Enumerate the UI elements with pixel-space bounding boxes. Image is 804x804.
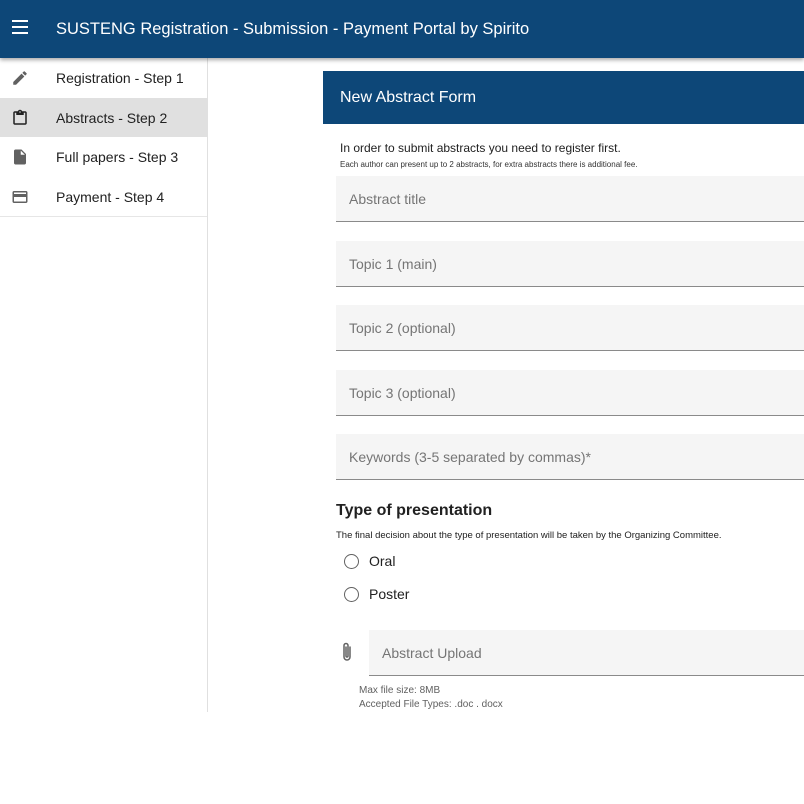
topic-1-field[interactable] — [336, 241, 804, 287]
form-header — [323, 71, 804, 124]
topic-1-placeholder: Topic 1 (main) — [349, 256, 437, 272]
hamburger-menu-icon[interactable] — [12, 20, 28, 38]
sidebar-item-registration[interactable] — [0, 58, 207, 98]
presentation-type-heading: Type of presentation — [336, 502, 493, 519]
sidebar-item-full-papers[interactable] — [0, 137, 207, 177]
keywords-field[interactable] — [336, 434, 804, 480]
keywords-placeholder: Keywords (3-5 separated by commas)* — [349, 449, 591, 465]
radio-oral-label: Oral — [369, 553, 396, 569]
sidebar-item-label: Full papers - Step 3 — [56, 149, 179, 165]
main-content — [208, 58, 804, 712]
abstract-upload-placeholder: Abstract Upload — [382, 645, 482, 661]
sidebar-item-payment[interactable] — [0, 177, 207, 217]
radio-poster-label: Poster — [369, 586, 410, 602]
sidebar — [0, 58, 208, 712]
presentation-type-description: The final decision about the type of presentation will be taken by the Organizing Committee. — [336, 530, 722, 541]
topic-3-placeholder: Topic 3 (optional) — [349, 385, 456, 401]
paperclip-icon[interactable] — [339, 641, 355, 663]
nav-list — [0, 58, 207, 217]
document-icon — [11, 148, 29, 166]
abstract-upload-field[interactable] — [369, 630, 804, 676]
form-note-text: Each author can present up to 2 abstracts, for extra abstracts there is additional fee. — [340, 160, 638, 169]
sidebar-item-label: Payment - Step 4 — [56, 188, 165, 205]
abstract-title-field[interactable] — [336, 176, 804, 222]
app-bar — [0, 0, 804, 58]
clipboard-icon — [11, 109, 29, 127]
topic-2-placeholder: Topic 2 (optional) — [349, 320, 456, 336]
sidebar-item-abstracts[interactable] — [0, 98, 207, 138]
abstract-title-placeholder: Abstract title — [349, 191, 427, 207]
accepted-file-types-hint: Accepted File Types: .doc . docx — [359, 699, 503, 710]
credit-card-icon — [11, 188, 29, 206]
topic-3-field[interactable] — [336, 370, 804, 416]
radio-circle-icon[interactable] — [344, 587, 359, 602]
form-title: New Abstract Form — [340, 89, 477, 106]
max-file-size-hint: Max file size: 8MB — [359, 685, 441, 696]
pencil-icon — [11, 69, 29, 87]
topic-2-field[interactable] — [336, 305, 804, 351]
app-title: SUSTENG Registration - Submission - Payment Portal by Spirito — [56, 20, 530, 38]
sidebar-item-label: Registration - Step 1 — [56, 70, 184, 86]
sidebar-item-label: Abstracts - Step 2 — [56, 109, 168, 126]
form-intro-text: In order to submit abstracts you need to register first. — [340, 141, 621, 155]
radio-circle-icon[interactable] — [344, 554, 359, 569]
